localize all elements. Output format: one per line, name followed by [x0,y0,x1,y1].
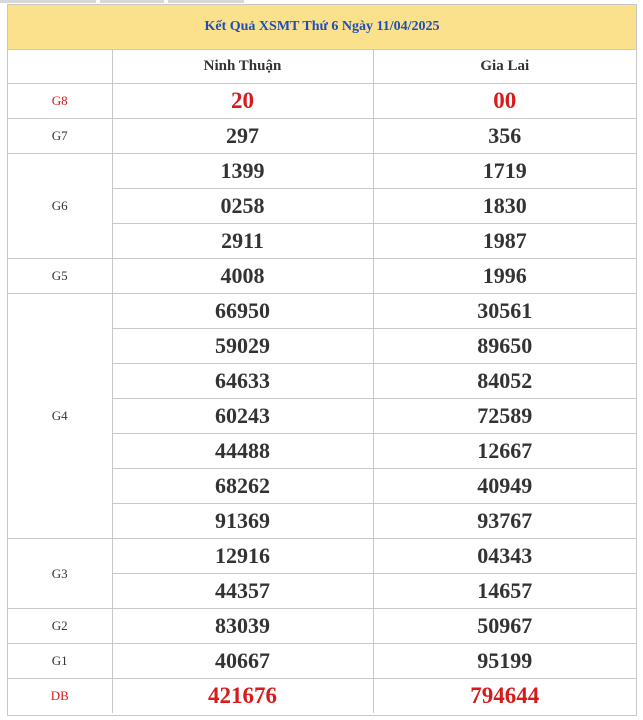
result-number: 89650 [373,329,636,364]
prize-row [8,644,636,679]
prize-label: G8 [8,84,112,119]
prize-label: G3 [8,539,112,609]
result-number: 91369 [112,504,373,539]
result-number: 00 [373,84,636,119]
province-name: Gia Lai [373,50,636,84]
results-table-container [7,4,637,716]
result-number: 30561 [373,294,636,329]
result-number: 84052 [373,364,636,399]
results-body [8,50,636,714]
result-number: 93767 [373,504,636,539]
result-number: 12667 [373,434,636,469]
prize-label: G5 [8,259,112,294]
prize-label: G4 [8,294,112,539]
result-number: 356 [373,119,636,154]
tab-stub[interactable] [168,0,244,3]
result-number: 66950 [112,294,373,329]
result-number: 297 [112,119,373,154]
result-number: 14657 [373,574,636,609]
prize-label: G2 [8,609,112,644]
result-number: 60243 [112,399,373,434]
result-number: 1987 [373,224,636,259]
prize-row [8,679,636,714]
result-number: 40667 [112,644,373,679]
prize-row [8,539,636,574]
result-number: 50967 [373,609,636,644]
result-number: 44488 [112,434,373,469]
result-number: 64633 [112,364,373,399]
prize-row [8,154,636,189]
prize-column-header [8,50,112,84]
result-number: 44357 [112,574,373,609]
prize-label: G7 [8,119,112,154]
result-number: 40949 [373,469,636,504]
result-number: 59029 [112,329,373,364]
result-number: 72589 [373,399,636,434]
result-number: 2911 [112,224,373,259]
result-number: 83039 [112,609,373,644]
result-number: 1719 [373,154,636,189]
result-number: 1830 [373,189,636,224]
prize-label: G6 [8,154,112,259]
result-number: 95199 [373,644,636,679]
province-header-row [8,50,636,84]
result-number: 04343 [373,539,636,574]
province-name: Ninh Thuận [112,50,373,84]
prize-label: DB [8,679,112,714]
result-number: 794644 [470,683,540,708]
result-number: 421676 [112,679,373,714]
tab-stub[interactable] [0,0,96,3]
prize-row [8,84,636,119]
prize-label: G1 [8,644,112,679]
result-number: 0258 [112,189,373,224]
prize-row [8,259,636,294]
prize-row [8,609,636,644]
result-number: 68262 [112,469,373,504]
result-number: 12916 [112,539,373,574]
prize-row [8,294,636,329]
result-number: 4008 [112,259,373,294]
prize-row [8,119,636,154]
result-number: 1996 [373,259,636,294]
result-number: 20 [112,84,373,119]
tab-stub[interactable] [100,0,164,3]
lottery-results-table [8,5,636,713]
results-title: Kết Quả XSMT Thứ 6 Ngày 11/04/2025 [8,5,636,50]
result-number: 1399 [112,154,373,189]
